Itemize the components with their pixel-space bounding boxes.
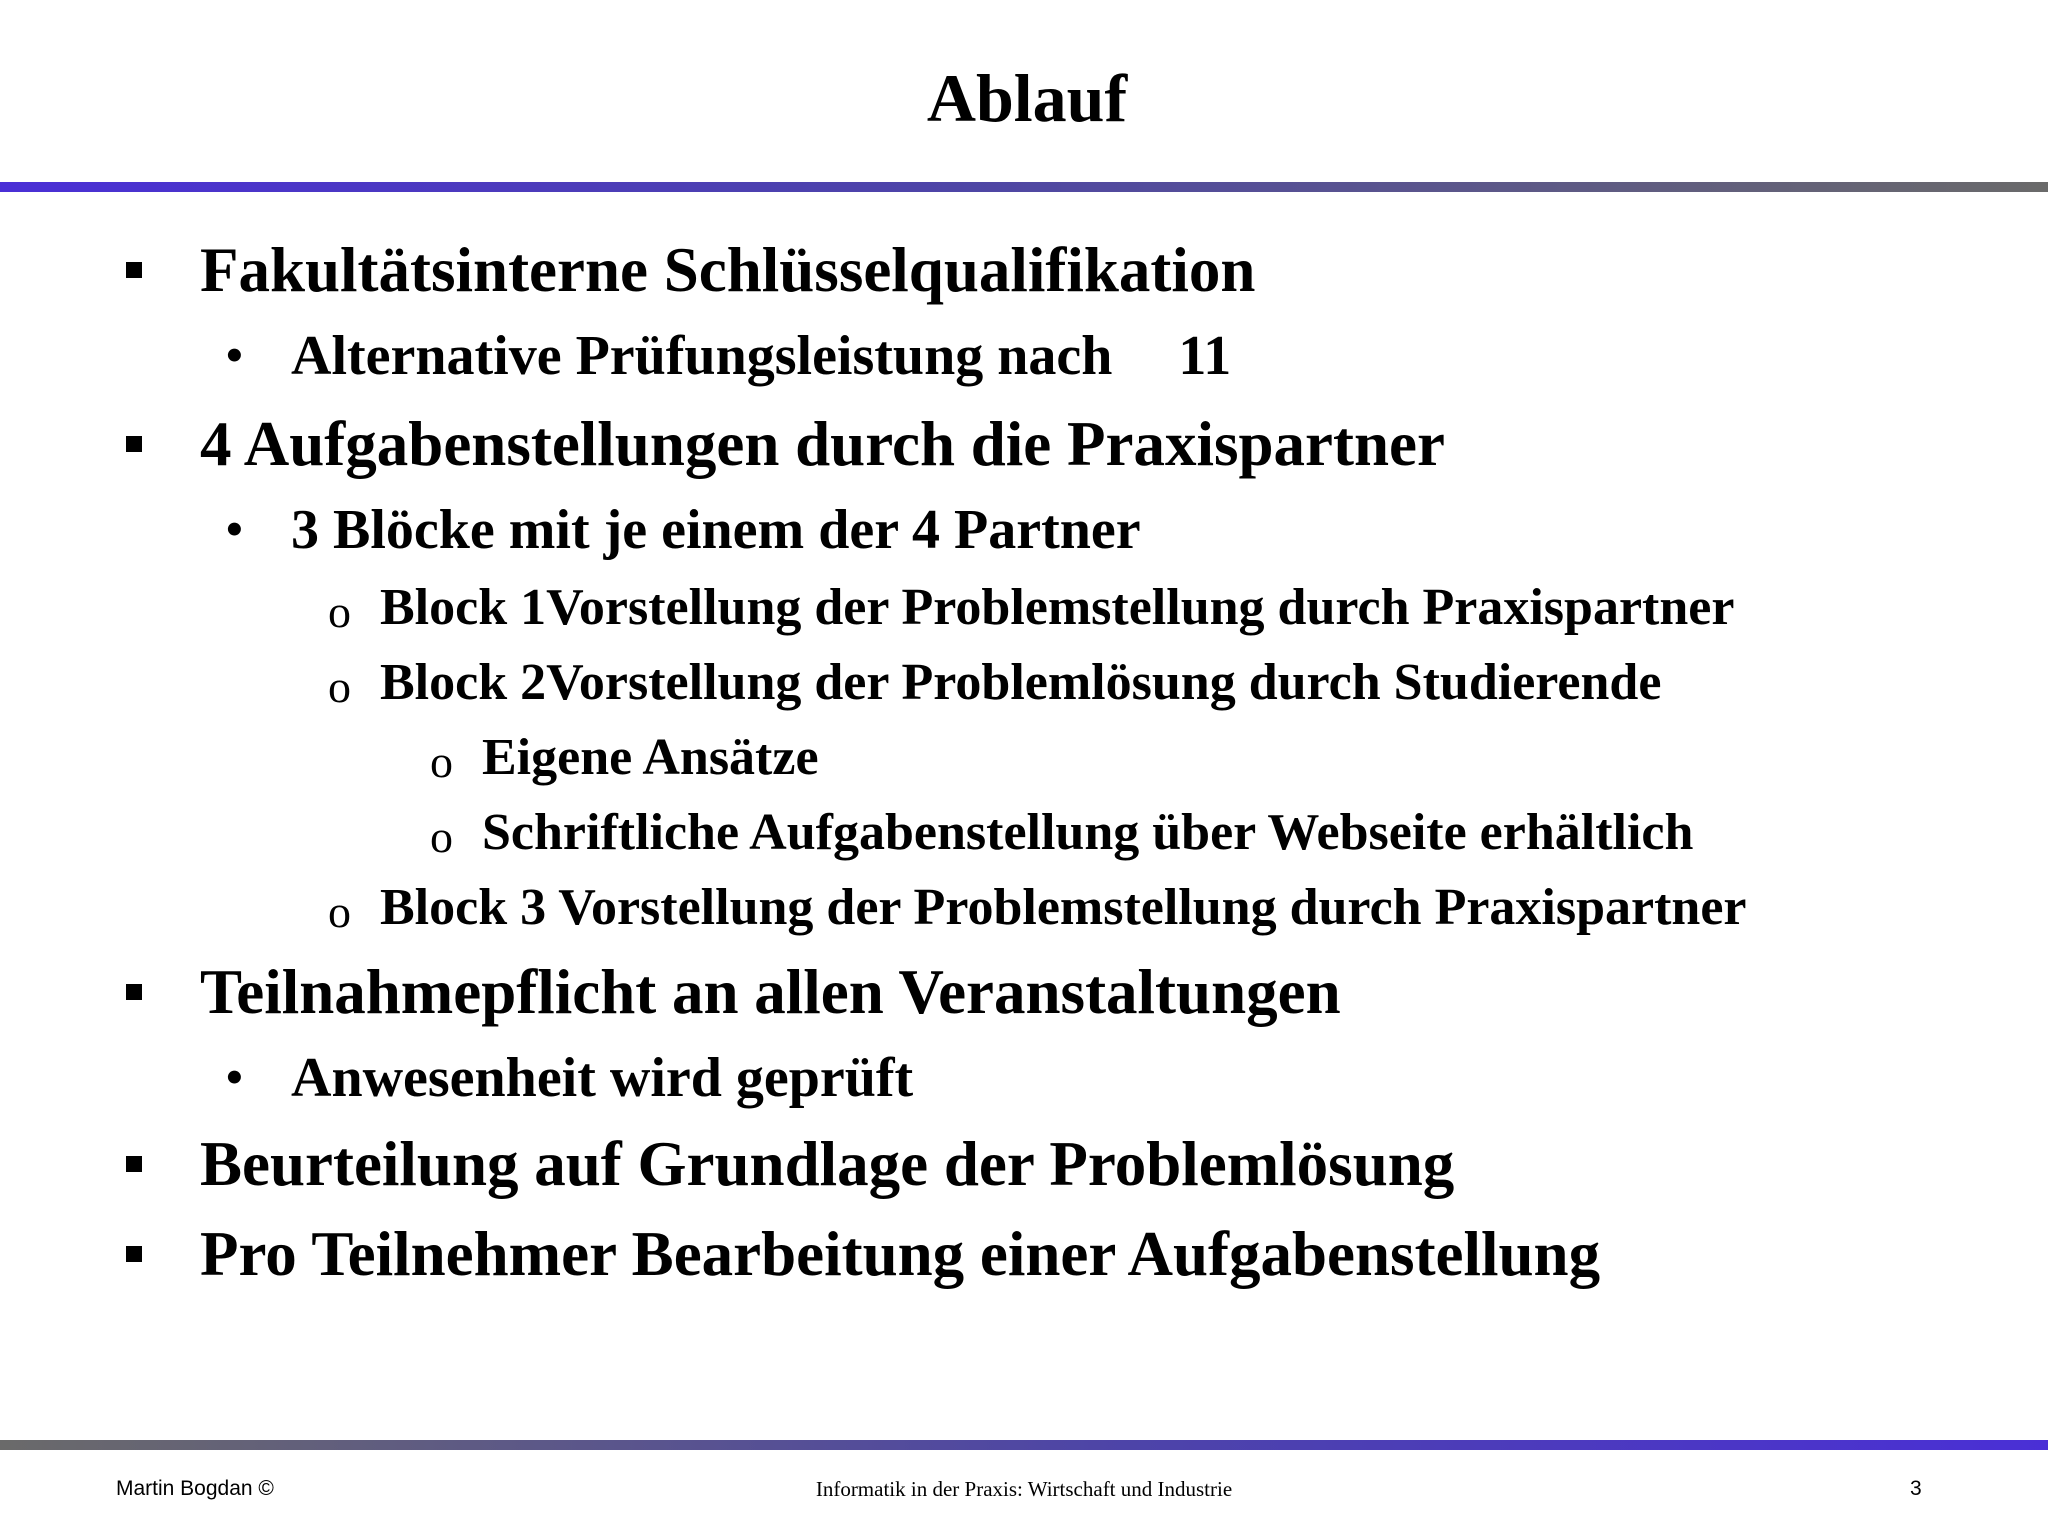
list-item — [0, 875, 2048, 955]
list-item — [0, 1214, 2048, 1294]
dot-bullet-icon: • — [226, 503, 243, 556]
list-item-text: Beurteilung auf Grundlage der Problemlösung — [200, 1129, 1455, 1199]
dot-bullet-icon: • — [226, 1051, 243, 1104]
list-item — [0, 650, 2048, 730]
list-item — [0, 230, 2048, 310]
circle-bullet-icon: o — [328, 661, 351, 712]
square-bullet-icon — [126, 984, 142, 1000]
list-item — [0, 952, 2048, 1032]
circle-bullet-icon: o — [430, 811, 453, 862]
slide-title: Ablauf — [926, 60, 1128, 136]
list-item-text: Anwesenheit wird geprüft — [291, 1047, 914, 1109]
list-item-text: Eigene Ansätze — [482, 729, 819, 786]
circle-bullet-icon: o — [430, 736, 453, 787]
list-item-text: Block 3 Vorstellung der Problemstellung durch Praxispartner — [380, 879, 1747, 936]
list-item-suffix: 11 — [1178, 325, 1232, 387]
list-item-text: Block 2Vorstellung der Problemlösung durch Studierende — [380, 654, 1662, 711]
bottom-divider — [0, 1440, 2048, 1450]
circle-bullet-icon: o — [328, 886, 351, 937]
list-item-label: Alternative Prüfungsleistung nach — [291, 325, 1113, 387]
square-bullet-icon — [126, 1156, 142, 1172]
circle-bullet-icon: o — [328, 586, 351, 637]
footer-author: Martin Bogdan © — [116, 1477, 274, 1500]
top-divider — [0, 182, 2048, 192]
square-bullet-icon — [126, 436, 142, 452]
list-item — [0, 725, 2048, 805]
page-number: 3 — [1910, 1477, 1922, 1500]
list-item — [0, 575, 2048, 655]
footer-course-title: Informatik in der Praxis: Wirtschaft und Industrie — [815, 1477, 1233, 1501]
list-item-text: Block 1Vorstellung der Problemstellung durch Praxispartner — [380, 579, 1735, 636]
list-item-text: Fakultätsinterne Schlüsselqualifikation — [200, 235, 1256, 305]
list-item-text — [291, 320, 1231, 392]
square-bullet-icon — [126, 1246, 142, 1262]
list-item — [0, 404, 2048, 484]
square-bullet-icon — [126, 262, 142, 278]
list-item-text: 3 Blöcke mit je einem der 4 Partner — [291, 499, 1141, 561]
list-item — [0, 320, 2048, 400]
list-item-text: Pro Teilnehmer Bearbeitung einer Aufgabenstellung — [200, 1219, 1601, 1289]
list-item — [0, 800, 2048, 880]
list-item — [0, 494, 2048, 574]
list-item-text: Schriftliche Aufgabenstellung über Webseite erhältlich — [482, 804, 1694, 861]
dot-bullet-icon: • — [226, 329, 243, 382]
list-item-text: 4 Aufgabenstellungen durch die Praxispartner — [200, 409, 1445, 479]
list-item-text: Teilnahmepflicht an allen Veranstaltungen — [200, 957, 1341, 1027]
list-item — [0, 1042, 2048, 1122]
list-item — [0, 1124, 2048, 1204]
